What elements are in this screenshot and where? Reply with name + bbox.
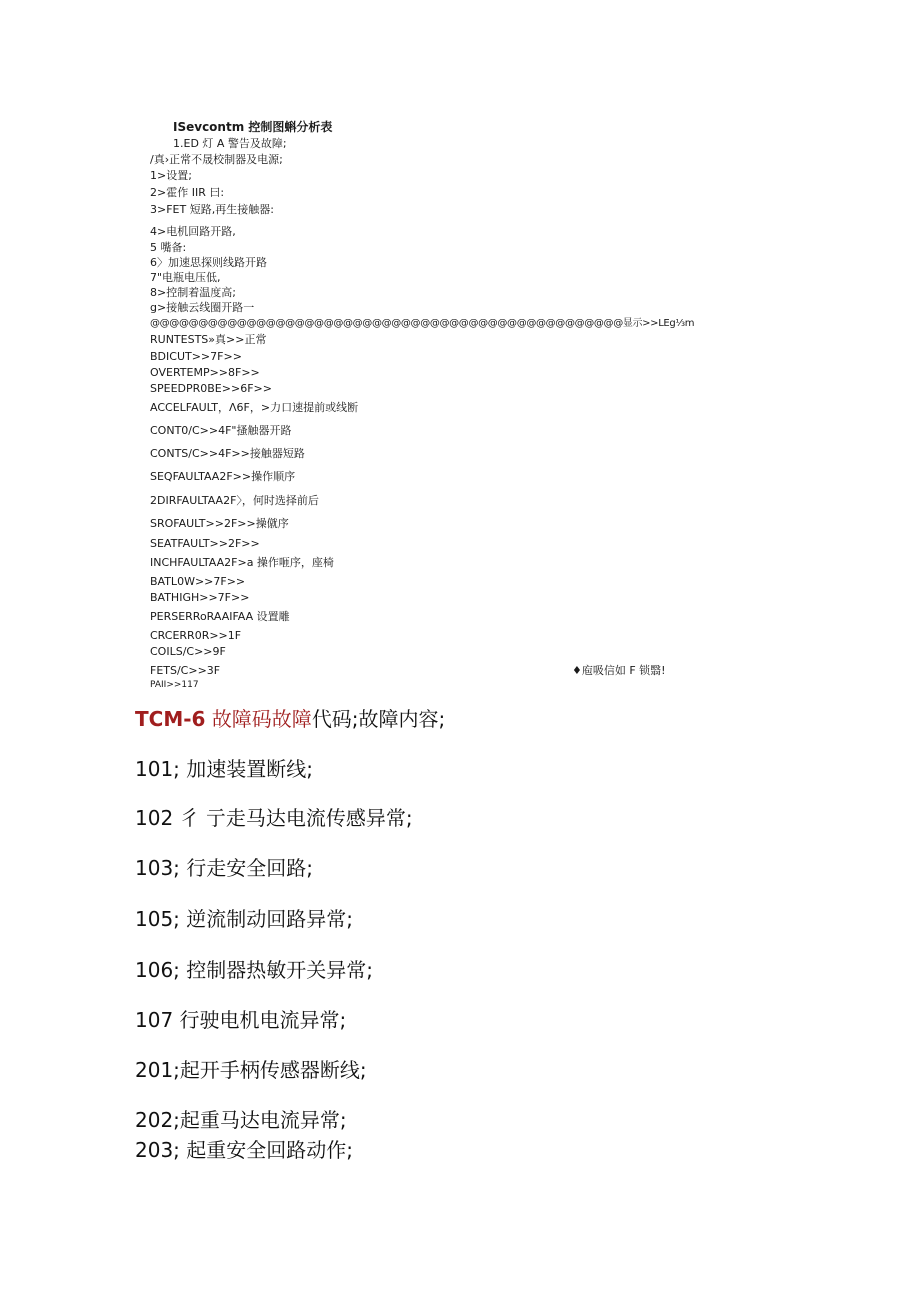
fault-item: 105; 逆流制动回路异常;	[135, 907, 354, 931]
code-line: SEQFAULTAA2F>>操作顺序	[150, 470, 296, 483]
code-line: BDICUT>>7F>>	[150, 350, 242, 363]
pall-line: PAII>>117	[150, 680, 199, 690]
led-item: 4>电机回路开路,	[150, 225, 236, 238]
doc-title: ISevcontm 控制图蝌分析表	[173, 120, 333, 134]
code-line: CONTS/C>>4F>>接触器短路	[150, 447, 305, 460]
fault-item: 107 行驶电机电流异常;	[135, 1008, 347, 1032]
fault-item: 101; 加速装置断线;	[135, 757, 314, 781]
led-item: 8>控制着温度高;	[150, 286, 236, 299]
led-item: 2>霍作 IIR 曰:	[150, 186, 225, 199]
code-line: CRCERR0R>>1F	[150, 629, 242, 642]
led-item: 7"电瓶电压低,	[150, 271, 221, 284]
separator-line: @@@@@@@@@@@@@@@@@@@@@@@@@@@@@@@@@@@@@@@@@@@@@@@@@显示>>LEg⅓m	[150, 318, 695, 329]
led-item: 5 嘴备:	[150, 241, 187, 254]
code-line: SEATFAULT>>2F>>	[150, 537, 260, 550]
fault-item: 202;起重马达电流异常;	[135, 1108, 347, 1132]
fault-item: 103; 行走安全回路;	[135, 856, 314, 880]
led-normal-line: /真›正常不晟校制器及电源;	[150, 153, 283, 166]
code-line: OVERTEMP>>8F>>	[150, 366, 260, 379]
fault-item: 106; 控制器热敏开关异常;	[135, 958, 374, 982]
code-line: RUNTESTS»真>>正常	[150, 333, 267, 346]
code-line: PERSERRoRAAIFAA 设置雕	[150, 610, 290, 623]
code-line: BATL0W>>7F>>	[150, 575, 246, 588]
code-line: CONT0/C>>4F"搔触器开路	[150, 424, 292, 437]
fault-item: 203; 起重安全回路动作;	[135, 1138, 354, 1162]
led-item: 6〉加速思探则线路开路	[150, 256, 267, 269]
tcm-red-label: 故障码故障	[211, 707, 312, 731]
fault-item: 201;起开手柄传感器断线;	[135, 1058, 367, 1082]
code-line: ACCELFAULT，Λ6F，>力口速提前或线断	[150, 401, 359, 414]
code-line: 2DIRFAULTAA2F〉，何时选择前后	[150, 494, 319, 507]
tcm-model: TCM-6	[135, 707, 206, 731]
code-line: SROFAULT>>2F>>操僦序	[150, 517, 289, 530]
code-line: INCHFAULTAA2F>a 操作咂序，座椅	[150, 556, 334, 569]
led-item: 1>设置;	[150, 169, 192, 182]
led-item: g>接触云线圈开路一	[150, 301, 255, 314]
led-item: 3>FET 短路,再生接触器:	[150, 203, 274, 216]
tcm-label: 代码;故障内容;	[311, 707, 446, 731]
code-line: COILS/C>>9F	[150, 645, 226, 658]
code-line: FETS/C>>3F	[150, 664, 221, 677]
fault-item: 102 彳 亍走马达电流传感异常;	[135, 806, 413, 830]
led-heading: 1.ED 灯 A 警告及故障;	[173, 137, 287, 150]
code-line: BATHIGH>>7F>>	[150, 591, 250, 604]
tcm-heading	[135, 707, 445, 731]
code-line: SPEEDPR0BE>>6F>>	[150, 382, 272, 395]
side-note: ♦庖吸信如 F 锁翳!	[572, 664, 666, 677]
